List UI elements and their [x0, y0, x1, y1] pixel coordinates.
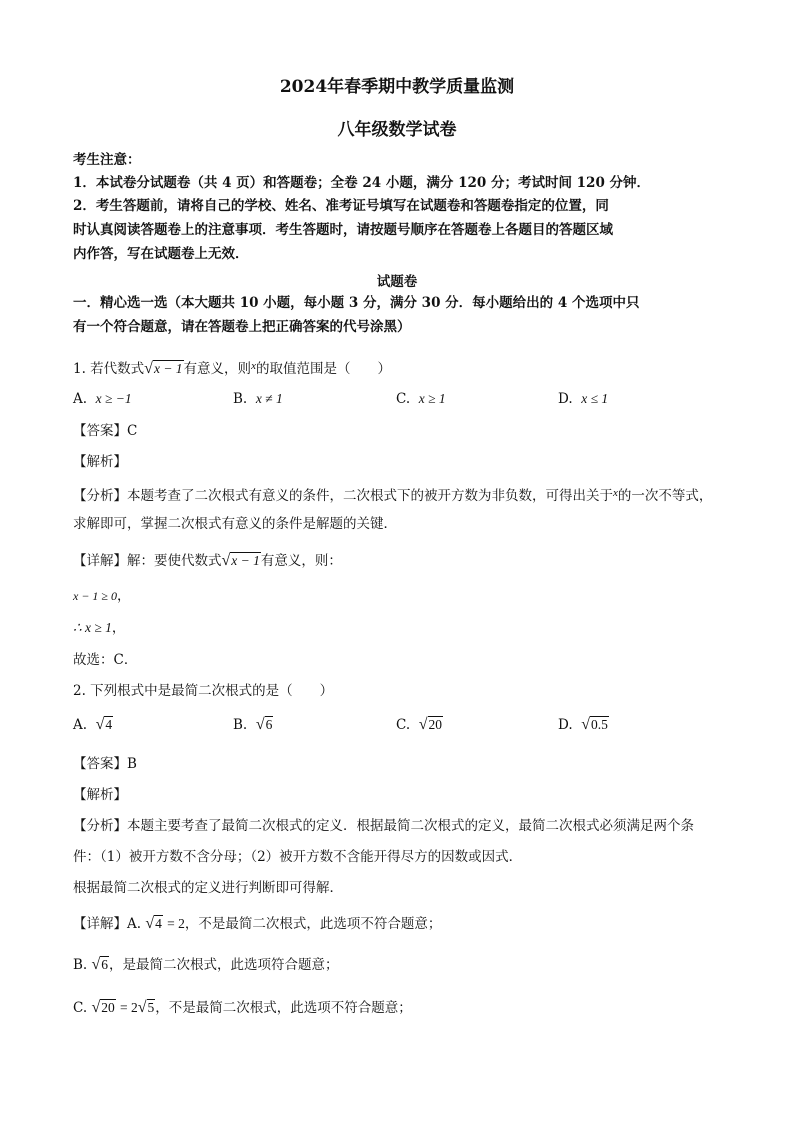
notice-item-2-line-2: 时认真阅读答题卷上的注意事项．考生答题时，请按题号顺序在答题卷上各题目的答题区域 [73, 222, 613, 238]
q2-option-d-radical: √0.5 [581, 716, 608, 733]
q1-answer-value: C [127, 423, 138, 439]
q1-answer-tag: 【答案】 [73, 423, 127, 439]
q2-answer [73, 755, 137, 773]
q1-stem-text-a: 1. 若代数式 [73, 361, 145, 377]
q2-option-d [558, 716, 609, 734]
q2-detail-c-radical-2: √5 [137, 999, 155, 1016]
part1-instructions-line-2: 有一个符合题意，请在答题卷上把正确答案的代号涂黑） [73, 319, 411, 335]
q2-detail-a-text: ，不是最简二次根式，此选项不符合题意； [184, 916, 442, 932]
q2-option-a-radical: √4 [95, 716, 113, 733]
q2-detail-c-radical: √20 [91, 999, 115, 1016]
notice-heading: 考生注意： [73, 152, 141, 168]
q2-fenxi-line-2: 件：（1）被开方数不含分母；（2）被开方数不含能开得尽方的因数或因式． [73, 849, 523, 865]
q2-option-b [233, 716, 273, 734]
q1-fenxi-text-b: 的一次不等式， [617, 488, 713, 504]
q1-option-d-letter: D. [558, 391, 573, 407]
q1-fenxi-line-1 [73, 484, 712, 505]
q1-detail-radicand: x − 1 [231, 553, 260, 568]
q1-step-2-expr: ∴ x ≥ 1 [73, 620, 112, 635]
q1-stem-text-b: 有意义，则 [183, 361, 252, 377]
q1-option-b-letter: B. [233, 391, 248, 407]
notice-item-1: 1．本试卷分试题卷（共 4 页）和答题卷；全卷 24 小题，满分 120 分；考试时间 120 分钟． [73, 175, 651, 191]
q2-option-c [396, 716, 443, 734]
exam-title: 2024年春季期中教学质量监测 [279, 77, 515, 97]
q2-option-a-radicand: 4 [105, 717, 113, 732]
q2-option-d-letter: D. [558, 717, 573, 733]
q2-detail-a-prefix: 【详解】A. [73, 916, 142, 932]
q2-answer-tag: 【答案】 [73, 756, 127, 772]
q2-detail-a-radicand: 4 [155, 916, 162, 931]
q2-option-a [73, 716, 113, 734]
q1-answer [73, 422, 137, 440]
q1-step-1 [73, 587, 131, 605]
q2-option-b-letter: B. [233, 717, 248, 733]
q2-detail-c-radicand: 20 [101, 1000, 115, 1015]
exam-subtitle: 八年级数学试卷 [337, 120, 457, 140]
q1-fenxi-line-2: 求解即可，掌握二次根式有意义的条件是解题的关键． [73, 516, 397, 532]
q1-option-b [233, 391, 283, 407]
q2-answer-value: B [127, 756, 137, 772]
q2-option-c-letter: C. [396, 717, 411, 733]
q2-option-b-radical: √6 [255, 716, 273, 733]
q2-detail-a [73, 915, 441, 933]
q2-option-c-radicand: 20 [428, 717, 443, 732]
q2-stem: 2. 下列根式中是最简二次根式的是（ ） [73, 683, 334, 699]
q1-option-a [73, 391, 132, 407]
notice-item-2-line-3: 内作答，写在试题卷上无效． [73, 246, 249, 262]
q2-option-b-radicand: 6 [265, 717, 273, 732]
q1-option-c-expr: x ≥ 1 [418, 391, 446, 406]
q1-step-1-expr: x − 1 ≥ 0 [73, 589, 118, 603]
q1-option-d-expr: x ≤ 1 [581, 391, 609, 406]
q1-stem-text-c: 的取值范围是（ ） [255, 361, 391, 377]
q2-detail-b-radicand: 6 [101, 957, 109, 972]
part1-instructions-line-1: 一．精心选一选（本大题共 10 小题，每小题 3 分，满分 30 分．每小题给出的 4 个选项中只 [73, 295, 640, 311]
q1-radical: √x − 1 [144, 360, 183, 377]
q1-step-1-tail: ， [117, 588, 131, 604]
q1-fenxi-var: x [613, 487, 618, 499]
notice-item-2-line-1: 2．考生答题前，请将自己的学校、姓名、准考证号填写在试题卷和答题卷指定的位置，同 [73, 198, 609, 214]
q1-stem [73, 357, 391, 378]
q1-step-2-tail: ， [111, 620, 126, 636]
section-label: 试题卷 [376, 274, 418, 290]
q1-option-a-expr: x ≥ −1 [95, 391, 132, 406]
q2-option-d-radicand: 0.5 [591, 717, 608, 732]
q1-detail [73, 552, 342, 570]
q1-analysis-tag: 【解析】 [73, 454, 127, 470]
q1-option-a-letter: A. [73, 391, 88, 407]
q1-option-b-expr: x ≠ 1 [255, 391, 283, 406]
q2-detail-c [73, 999, 412, 1017]
q1-step-2 [73, 619, 125, 637]
q2-detail-c-eq: = 2 [120, 1000, 138, 1015]
q2-detail-b-radical: √6 [91, 956, 109, 973]
q2-detail-a-eq: = 2 [167, 916, 185, 931]
q1-fenxi-text-a: 【分析】本题考查了二次根式有意义的条件，二次根式下的被开方数为非负数，可得出关于 [73, 488, 613, 504]
q1-choice: 故选：C． [73, 652, 138, 668]
q2-detail-b-prefix: B. [73, 957, 88, 973]
q2-option-a-letter: A. [73, 717, 88, 733]
q2-detail-b [73, 956, 339, 974]
q1-option-c-letter: C. [396, 391, 411, 407]
q2-fenxi-line-1: 【分析】本题主要考查了最简二次根式的定义．根据最简二次根式的定义，最简二次根式必须满足两个条 [73, 818, 694, 834]
q2-analysis-tag: 【解析】 [73, 787, 127, 803]
q2-detail-c-text: ，不是最简二次根式，此选项不符合题意； [155, 1000, 412, 1016]
q1-detail-text-a: 【详解】解：要使代数式 [73, 553, 222, 569]
q1-option-c [396, 391, 446, 407]
q1-option-d [558, 391, 608, 407]
q2-detail-c-prefix: C. [73, 1000, 88, 1016]
q1-detail-radical: √x − 1 [221, 552, 260, 569]
q2-detail-b-text: ，是最简二次根式，此选项符合题意； [109, 957, 339, 973]
q1-radicand: x − 1 [153, 361, 183, 376]
q1-var: x [251, 360, 256, 372]
q2-option-c-radical: √20 [418, 716, 443, 733]
q2-detail-c-radicand-2: 5 [147, 1000, 155, 1015]
q1-detail-text-b: 有意义，则： [260, 553, 342, 569]
q2-fenxi-line-3: 根据最简二次根式的定义进行判断即可得解． [73, 880, 343, 896]
q2-detail-a-radical: √4 [145, 915, 162, 932]
